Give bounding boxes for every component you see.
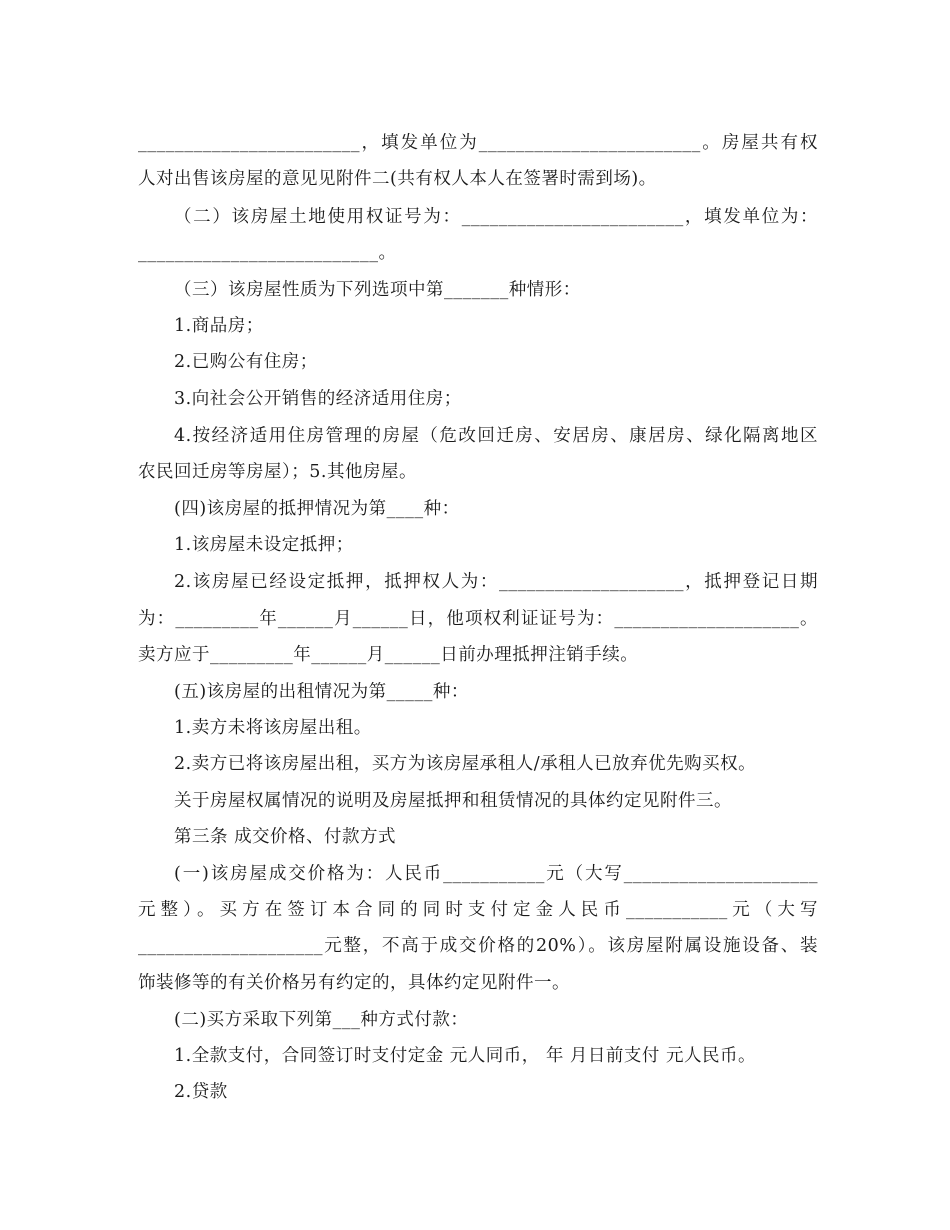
text-line: 饰装修等的有关价格另有约定的，具体约定见附件一。 [138, 973, 570, 993]
text-line: (四)该房屋的抵押情况为第____种： [174, 499, 460, 519]
list-item: 1.该房屋未设定抵押； [174, 535, 354, 555]
text-line: (一)该房屋成交价格为：人民币___________元（大写_____________________ [174, 864, 818, 884]
list-item: 2.该房屋已经设定抵押，抵押权人为：____________________，抵押登记日期 [174, 572, 818, 592]
list-item: 1.商品房； [174, 316, 264, 336]
text-line: __________________________。 [138, 243, 397, 263]
list-item: 1.卖方未将该房屋出租。 [174, 718, 372, 738]
list-item: 4.按经济适用住房管理的房屋（危改回迁房、安居房、康居房、绿化隔离地区 [174, 426, 818, 446]
text-line: ________________________，填发单位为________________________。房屋共有权 [138, 133, 818, 153]
list-item: 2.卖方已将该房屋出租，买方为该房屋承租人/承租人已放弃优先购买权。 [174, 754, 757, 774]
text-line: 卖方应于_________年______月______日前办理抵押注销手续。 [138, 645, 639, 665]
list-item: 1.全款支付，合同签订时支付定金 元人同币， 年 月日前支付 元人民币。 [174, 1046, 756, 1066]
text-line: 元整）。买方在签订本合同的同时支付定金人民币___________元（大写 [138, 900, 818, 920]
text-line: 农民回迁房等房屋）；5.其他房屋。 [138, 462, 417, 482]
text-line: （二）该房屋土地使用权证号为：________________________，填发单位为： [174, 207, 818, 227]
list-item: 3.向社会公开销售的经济适用住房； [174, 389, 462, 409]
text-line: 关于房屋权属情况的说明及房屋抵押和租赁情况的具体约定见附件三。 [174, 791, 732, 811]
list-item: 2.贷款 [174, 1082, 228, 1102]
text-line: (五)该房屋的出租情况为第_____种： [174, 682, 469, 702]
text-line: （三）该房屋性质为下列选项中第_______种情形： [174, 280, 581, 300]
list-item: 2.已购公有住房； [174, 352, 318, 372]
text-line: ____________________元整，不高于成交价格的20%）。该房屋附属设施设备、装 [138, 936, 818, 956]
text-line: 人对出售该房屋的意见见附件二(共有权人本人在签署时需到场)。 [138, 169, 657, 189]
text-line: 为：_________年______月______日，他项权利证证号为：____________________。 [138, 609, 818, 629]
text-line: (二)买方采取下列第___种方式付款： [174, 1010, 469, 1030]
section-heading: 第三条 成交价格、付款方式 [174, 827, 397, 847]
